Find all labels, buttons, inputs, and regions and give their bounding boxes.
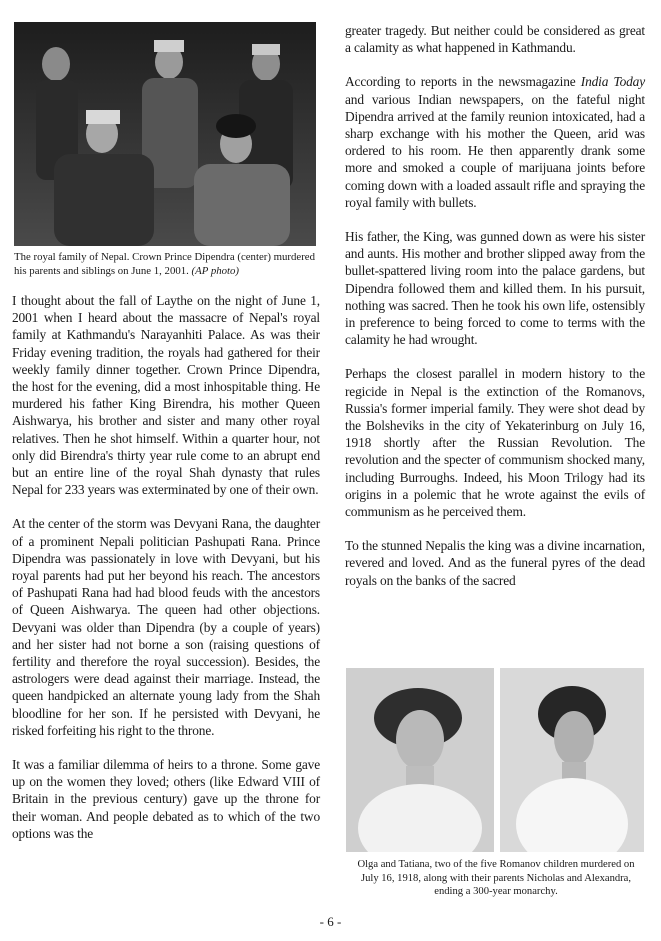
right-column [345,22,645,589]
magazine-title: India Today [580,74,645,90]
right-paragraph-1: greater tragedy. But neither could be considered as great a calamity as what happened in Kathmandu. [345,23,645,56]
royal-family-photo [14,22,316,246]
right-paragraph-5: To the stunned Nepalis the king was a divine incarnation, revered and loved. And as the funeral pyres of the dead royals on the banks of the sacred [345,538,645,588]
romanov-sisters-photo [346,668,644,852]
right-paragraph-3: His father, the King, was gunned down as were his sister and aunts. His mother and brother slipped away from the bullet-spattered living room into the palace gardens, but Dipendra followed them and killed them. In his pursuit, nothing was sacred. Then he took his own life, ostensibly in preference to being forced to come to terms with the calamity he had wrought. [345,229,645,348]
left-paragraph-3: It was a familiar dilemma of heirs to a throne. Some gave up on the women they loved; others (like Edward VIII of Britain in the previous century) gave up the throne for their woman. And people debated as to which of the two options was the [12,757,320,841]
right-paragraph-2-end: and various Indian newspapers, on the fateful night Dipendra arrived at the family reunion intoxicated, had a sharp exchange with his mother the Queen, arid was ordered to his room. He then apparently drank some more and smoked a couple of marijuana joints before coming down with a loaded assault rifle and spraying the royal family with bullets. [345,91,645,210]
royal-family-caption [14,251,318,278]
caption-text: The royal family of Nepal. Crown Prince Dipendra (center) murdered his parents and siblings on June 1, 2001. [14,251,315,277]
royal-family-photo-graphic [14,22,316,246]
romanov-caption: Olga and Tatiana, two of the five Romanov children murdered on July 16, 1918, along with their parents Nicholas and Alexandra, ending a 300-year monarchy. [357,859,635,897]
right-paragraph-2-start: According to reports in the newsmagazine [345,74,581,90]
caption-credit: (AP photo) [191,264,240,277]
left-column [12,292,320,842]
left-paragraph-2: At the center of the storm was Devyani Rana, the daughter of a prominent Nepali politician Pashupati Rana. Prince Dipendra was passionately in love with Devyani, but his royal parents had put her beyond his reach. The ancestors of Pashupati Rana had had blood feuds with the ancestors of Queen Aishwarya. The queen had other objections. Devyani was older than Dipendra (by a couple of years) and her sister had not borne a son (raising questions of fertility and therefore the royal succession). Besides, the astrologers were dead against their marriage. Instead, the queen handpicked an alternate young lady from the Shah bloodline for her son. If he persisted with Devyani, he risked forfeiting his right to the throne. [12,516,320,738]
left-paragraph-1: I thought about the fall of Laythe on the night of June 1, 2001 when I heard about the massacre of Nepal's royal family at Kathmandu's Narayanhiti Palace. As was their Friday evening tradition, the royals had gathered for their weekly family dinner together. Crown Prince Dipendra, the host for the evening, did a most inhospitable thing. He murdered his father King Birendra, his mother Queen Aishwarya, his brother and sister and many other royal relatives. Then he shot himself. Within a quarter hour, not only did Birendra's thirty year rule come to an abrupt end but an entire line of the royal Shah dynasty that rules Nepal for 233 years was exterminated by one of their own. [12,293,320,498]
right-paragraph-2 [345,73,645,211]
romanov-sisters-photo-graphic [346,668,644,852]
page-number: - 6 - [319,914,342,929]
right-paragraph-4: Perhaps the closest parallel in modern history to the regicide in Nepal is the extinction of the Romanovs, Russia's former imperial family. They were shot dead by the Bolsheviks in the city of Yekaterinburg on July 16, 1918 shortly after the Russian Revolution. The revolution and the specter of communism shocked many, including Burroughs. Indeed, his Moon Trilogy had its origins in a polemic that he wrote against the evils of communism as he perceived them. [345,366,645,520]
